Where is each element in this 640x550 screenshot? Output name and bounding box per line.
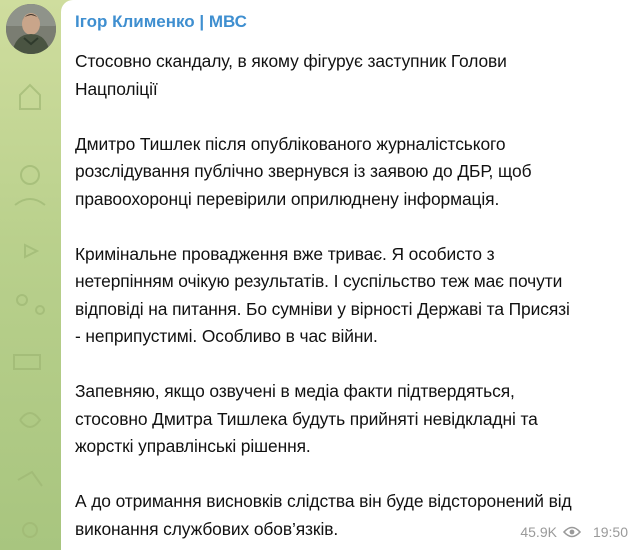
message-meta	[520, 524, 628, 540]
eye-icon	[563, 526, 581, 538]
message-paragraph: Запевняю, якщо озвучені в медіа факти підтвердяться, стосовно Дмитра Тишлека будуть прийняті невідкладні та жорсткі управлінські рішення.	[75, 381, 538, 456]
sender-name[interactable]: Ігор Клименко | МВС	[75, 12, 247, 31]
view-count: 45.9K	[520, 524, 557, 540]
sender-avatar[interactable]	[6, 4, 56, 54]
message-paragraph: Кримінальне провадження вже триває. Я особисто з нетерпінням очікую результатів. І суспільство теж має почути відповіді на питання. Бо сумніви у вірності Державі та Присязі - неприпустимі. Особливо в час війни.	[75, 243, 570, 346]
message-paragraph: Стосовно скандалу, в якому фігурує заступник Голови Нацполіції	[75, 51, 507, 99]
message-bubble	[61, 0, 640, 550]
message-time: 19:50	[592, 524, 628, 540]
chat-background-doodles	[0, 0, 60, 550]
message-paragraph: Дмитро Тишлек після опублікованого журналістського розслідування публічно звернувся із заявою до ДБР, щоб правоохоронці перевірили оприлюднену інформація.	[75, 133, 532, 209]
avatar-photo	[6, 4, 56, 54]
message-paragraph: А до отримання висновків слідства він буде відсторонений від виконання службових обов’язків.	[75, 491, 572, 539]
